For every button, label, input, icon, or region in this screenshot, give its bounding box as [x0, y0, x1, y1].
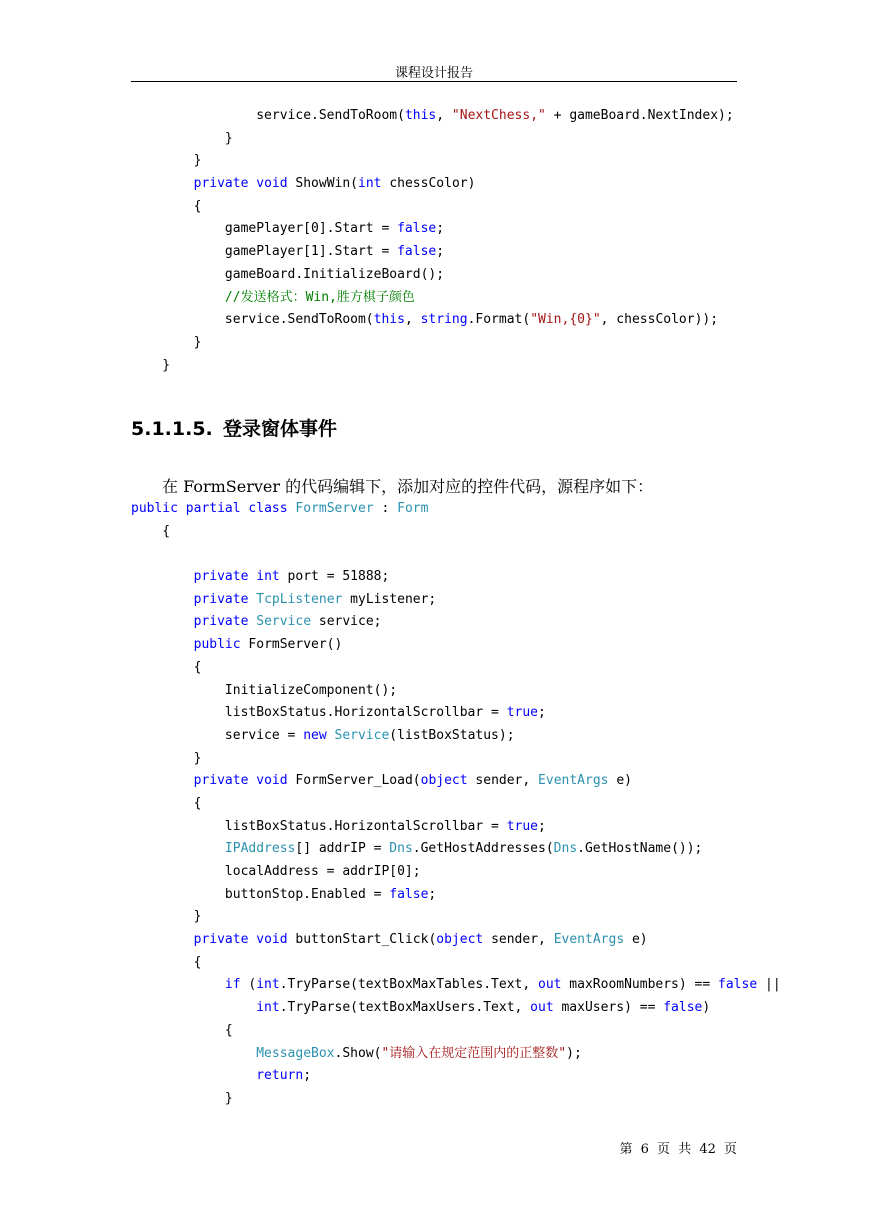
code-token: Dns: [553, 841, 578, 857]
code-token: ;: [428, 886, 437, 902]
section-heading: [131, 414, 337, 441]
body-paragraph: 在 FormServer 的代码编辑下，添加对应的控件代码，源程序如下：: [162, 477, 654, 496]
header-rule: [131, 81, 737, 82]
code-token: , chessColor));: [600, 312, 719, 328]
code-line: [131, 702, 781, 725]
code-token: [178, 501, 186, 516]
code-token: true: [506, 818, 538, 834]
code-token: {: [131, 198, 202, 214]
code-line: [131, 974, 781, 997]
code-token: [131, 1046, 256, 1061]
code-token: true: [506, 705, 538, 721]
code-line: [131, 241, 734, 264]
code-token: e): [624, 932, 648, 948]
code-token: service;: [311, 614, 382, 630]
code-token: [131, 569, 194, 584]
code-token: private: [193, 932, 249, 948]
code-token: ;: [538, 705, 546, 721]
code-token: partial: [185, 501, 241, 516]
code-block-top: [131, 105, 734, 377]
code-token: [131, 932, 194, 947]
code-token: public: [131, 501, 178, 516]
code-token: new: [303, 727, 327, 743]
code-token: object: [420, 773, 468, 789]
code-token: false: [718, 977, 758, 993]
code-token: [131, 1000, 256, 1015]
code-line: [131, 1020, 781, 1043]
code-token: gamePlayer[0].Start =: [131, 221, 398, 237]
code-line: [131, 906, 781, 929]
code-token: IPAddress: [224, 841, 296, 857]
code-token: );: [566, 1045, 582, 1061]
code-token: }: [131, 909, 202, 925]
code-line: [131, 997, 781, 1020]
code-token: gamePlayer[1].Start =: [131, 244, 398, 260]
code-token: EventArgs: [538, 773, 609, 789]
section-number: 5.1.1.5.: [131, 418, 213, 440]
code-line: [131, 309, 734, 332]
code-token: }: [131, 130, 233, 146]
code-line: [131, 611, 781, 634]
code-token: Service: [334, 727, 390, 743]
section-title: 登录窗体事件: [223, 418, 338, 440]
code-line: [131, 1065, 781, 1088]
code-token: return: [256, 1068, 304, 1084]
code-token: int: [358, 176, 382, 192]
code-token: {: [131, 659, 202, 675]
code-token: object: [436, 932, 484, 948]
code-token: false: [397, 244, 437, 260]
code-token: [131, 290, 225, 305]
code-line: [131, 680, 781, 703]
code-token: .GetHostName());: [577, 841, 703, 857]
code-token: service.SendToRoom(: [256, 108, 405, 123]
code-token: ,: [404, 312, 421, 328]
code-token: {: [131, 954, 202, 970]
code-token: maxUsers) ==: [553, 1000, 664, 1016]
code-token: if: [224, 977, 241, 993]
code-token: .TryParse(textBoxMaxUsers.Text,: [279, 1000, 531, 1016]
code-token: public: [193, 637, 241, 653]
code-token: string: [420, 312, 468, 328]
code-token: private: [193, 591, 249, 607]
code-token: .Show(: [334, 1045, 382, 1061]
code-token: port = 51888;: [279, 569, 390, 585]
code-token: {: [131, 523, 171, 539]
code-token: }: [131, 1090, 233, 1106]
code-token: (listBoxStatus);: [389, 727, 515, 743]
code-token: chessColor): [381, 176, 476, 192]
code-token: this: [373, 312, 405, 328]
code-token: out: [538, 977, 562, 993]
code-token: void: [256, 176, 288, 192]
code-line: [131, 770, 781, 793]
code-token: false: [663, 1000, 703, 1016]
code-token: Form: [397, 501, 429, 516]
code-line: [131, 498, 781, 521]
code-token: [131, 977, 225, 992]
code-token: private: [193, 773, 249, 789]
code-token: [131, 592, 194, 607]
code-line: [131, 566, 781, 589]
code-line: [131, 105, 734, 128]
code-token: .Format(: [467, 312, 531, 328]
code-token: [131, 108, 256, 123]
code-token: [327, 728, 335, 743]
code-token: Dns: [389, 841, 413, 857]
code-token: FormServer: [295, 501, 374, 516]
code-token: listBoxStatus.HorizontalScrollbar =: [131, 818, 507, 834]
code-line: [131, 150, 734, 173]
code-line: [131, 543, 781, 566]
code-token: ;: [303, 1068, 312, 1084]
code-token: [131, 1068, 256, 1083]
code-token: + gameBoard.NextIndex);: [545, 108, 734, 123]
code-token: [] addrIP =: [295, 841, 390, 857]
code-token: ;: [436, 244, 445, 260]
code-token: .GetHostAddresses(: [412, 841, 554, 857]
code-line: [131, 332, 734, 355]
code-token: void: [256, 932, 288, 948]
code-token: this: [404, 108, 437, 123]
code-line: [131, 884, 781, 907]
code-line: [131, 521, 781, 544]
code-token: ShowWin(: [287, 176, 359, 192]
code-token: sender,: [467, 773, 539, 789]
code-line: [131, 264, 734, 287]
code-token: TcpListener: [256, 591, 343, 607]
code-token: [131, 176, 194, 191]
code-token: ,: [436, 108, 452, 123]
code-token: }: [131, 153, 202, 169]
code-token: }: [131, 334, 202, 350]
code-token: //发送格式：Win,胜方棋子颜色: [224, 289, 415, 305]
code-token: "Win,{0}": [530, 312, 601, 328]
code-token: localAddress = addrIP[0];: [131, 864, 421, 879]
code-token: service =: [131, 727, 304, 743]
code-token: private: [193, 614, 249, 630]
code-token: service.SendToRoom(: [131, 312, 374, 328]
code-line: [131, 589, 781, 612]
code-token: buttonStop.Enabled =: [131, 886, 390, 902]
code-token: [131, 637, 194, 652]
code-token: InitializeComponent();: [131, 682, 398, 698]
code-line: [131, 838, 781, 861]
code-token: MessageBox: [256, 1045, 335, 1061]
code-token: false: [389, 886, 429, 902]
code-line: [131, 861, 781, 884]
code-token: listBoxStatus.HorizontalScrollbar =: [131, 705, 507, 721]
code-token: false: [397, 221, 437, 237]
code-token: EventArgs: [553, 932, 625, 948]
code-token: ): [702, 1000, 711, 1016]
code-token: {: [131, 795, 202, 811]
code-token: }: [131, 357, 171, 373]
code-line: [131, 725, 781, 748]
page-header-title: 课程设计报告: [394, 66, 473, 81]
code-token: int: [256, 569, 280, 585]
code-line: [131, 287, 734, 310]
code-token: int: [256, 1000, 280, 1016]
code-token: ;: [538, 818, 546, 834]
code-token: e): [608, 773, 632, 789]
code-token: buttonStart_Click(: [287, 932, 437, 948]
code-line: [131, 634, 781, 657]
code-token: }: [131, 750, 202, 766]
code-token: private: [193, 569, 249, 585]
page-footer-number: 第 6 页 共 42 页: [619, 1142, 737, 1157]
code-token: [131, 773, 194, 788]
code-token: [131, 614, 194, 629]
code-token: class: [248, 501, 288, 516]
code-token: FormServer_Load(: [287, 773, 421, 789]
code-line: [131, 1043, 781, 1066]
code-token: gameBoard.InitializeBoard();: [131, 266, 445, 282]
code-line: [131, 173, 734, 196]
code-token: :: [373, 501, 398, 516]
code-line: [131, 218, 734, 241]
code-token: {: [131, 1022, 233, 1038]
code-line: [131, 128, 734, 151]
code-line: [131, 657, 781, 680]
code-line: [131, 196, 734, 219]
code-token: "请输入在规定范围内的正整数": [381, 1045, 567, 1061]
code-token: ||: [757, 977, 781, 993]
code-token: void: [256, 773, 288, 789]
code-token: out: [530, 1000, 554, 1016]
code-token: [131, 841, 225, 856]
code-token: ;: [436, 221, 445, 237]
code-token: FormServer(): [240, 637, 343, 653]
code-line: [131, 816, 781, 839]
code-token: Service: [256, 614, 312, 630]
code-line: [131, 952, 781, 975]
code-token: int: [256, 977, 280, 993]
code-token: "NextChess,": [451, 108, 546, 123]
code-token: sender,: [483, 932, 554, 948]
code-token: (: [240, 977, 257, 993]
code-line: [131, 748, 781, 771]
code-token: private: [193, 176, 249, 192]
code-line: [131, 1088, 781, 1111]
code-line: [131, 929, 781, 952]
code-token: myListener;: [342, 591, 437, 607]
code-block-bottom: [131, 498, 781, 1111]
code-line: [131, 355, 734, 378]
code-line: [131, 793, 781, 816]
code-token: maxRoomNumbers) ==: [561, 977, 719, 993]
code-token: .TryParse(textBoxMaxTables.Text,: [279, 977, 538, 993]
